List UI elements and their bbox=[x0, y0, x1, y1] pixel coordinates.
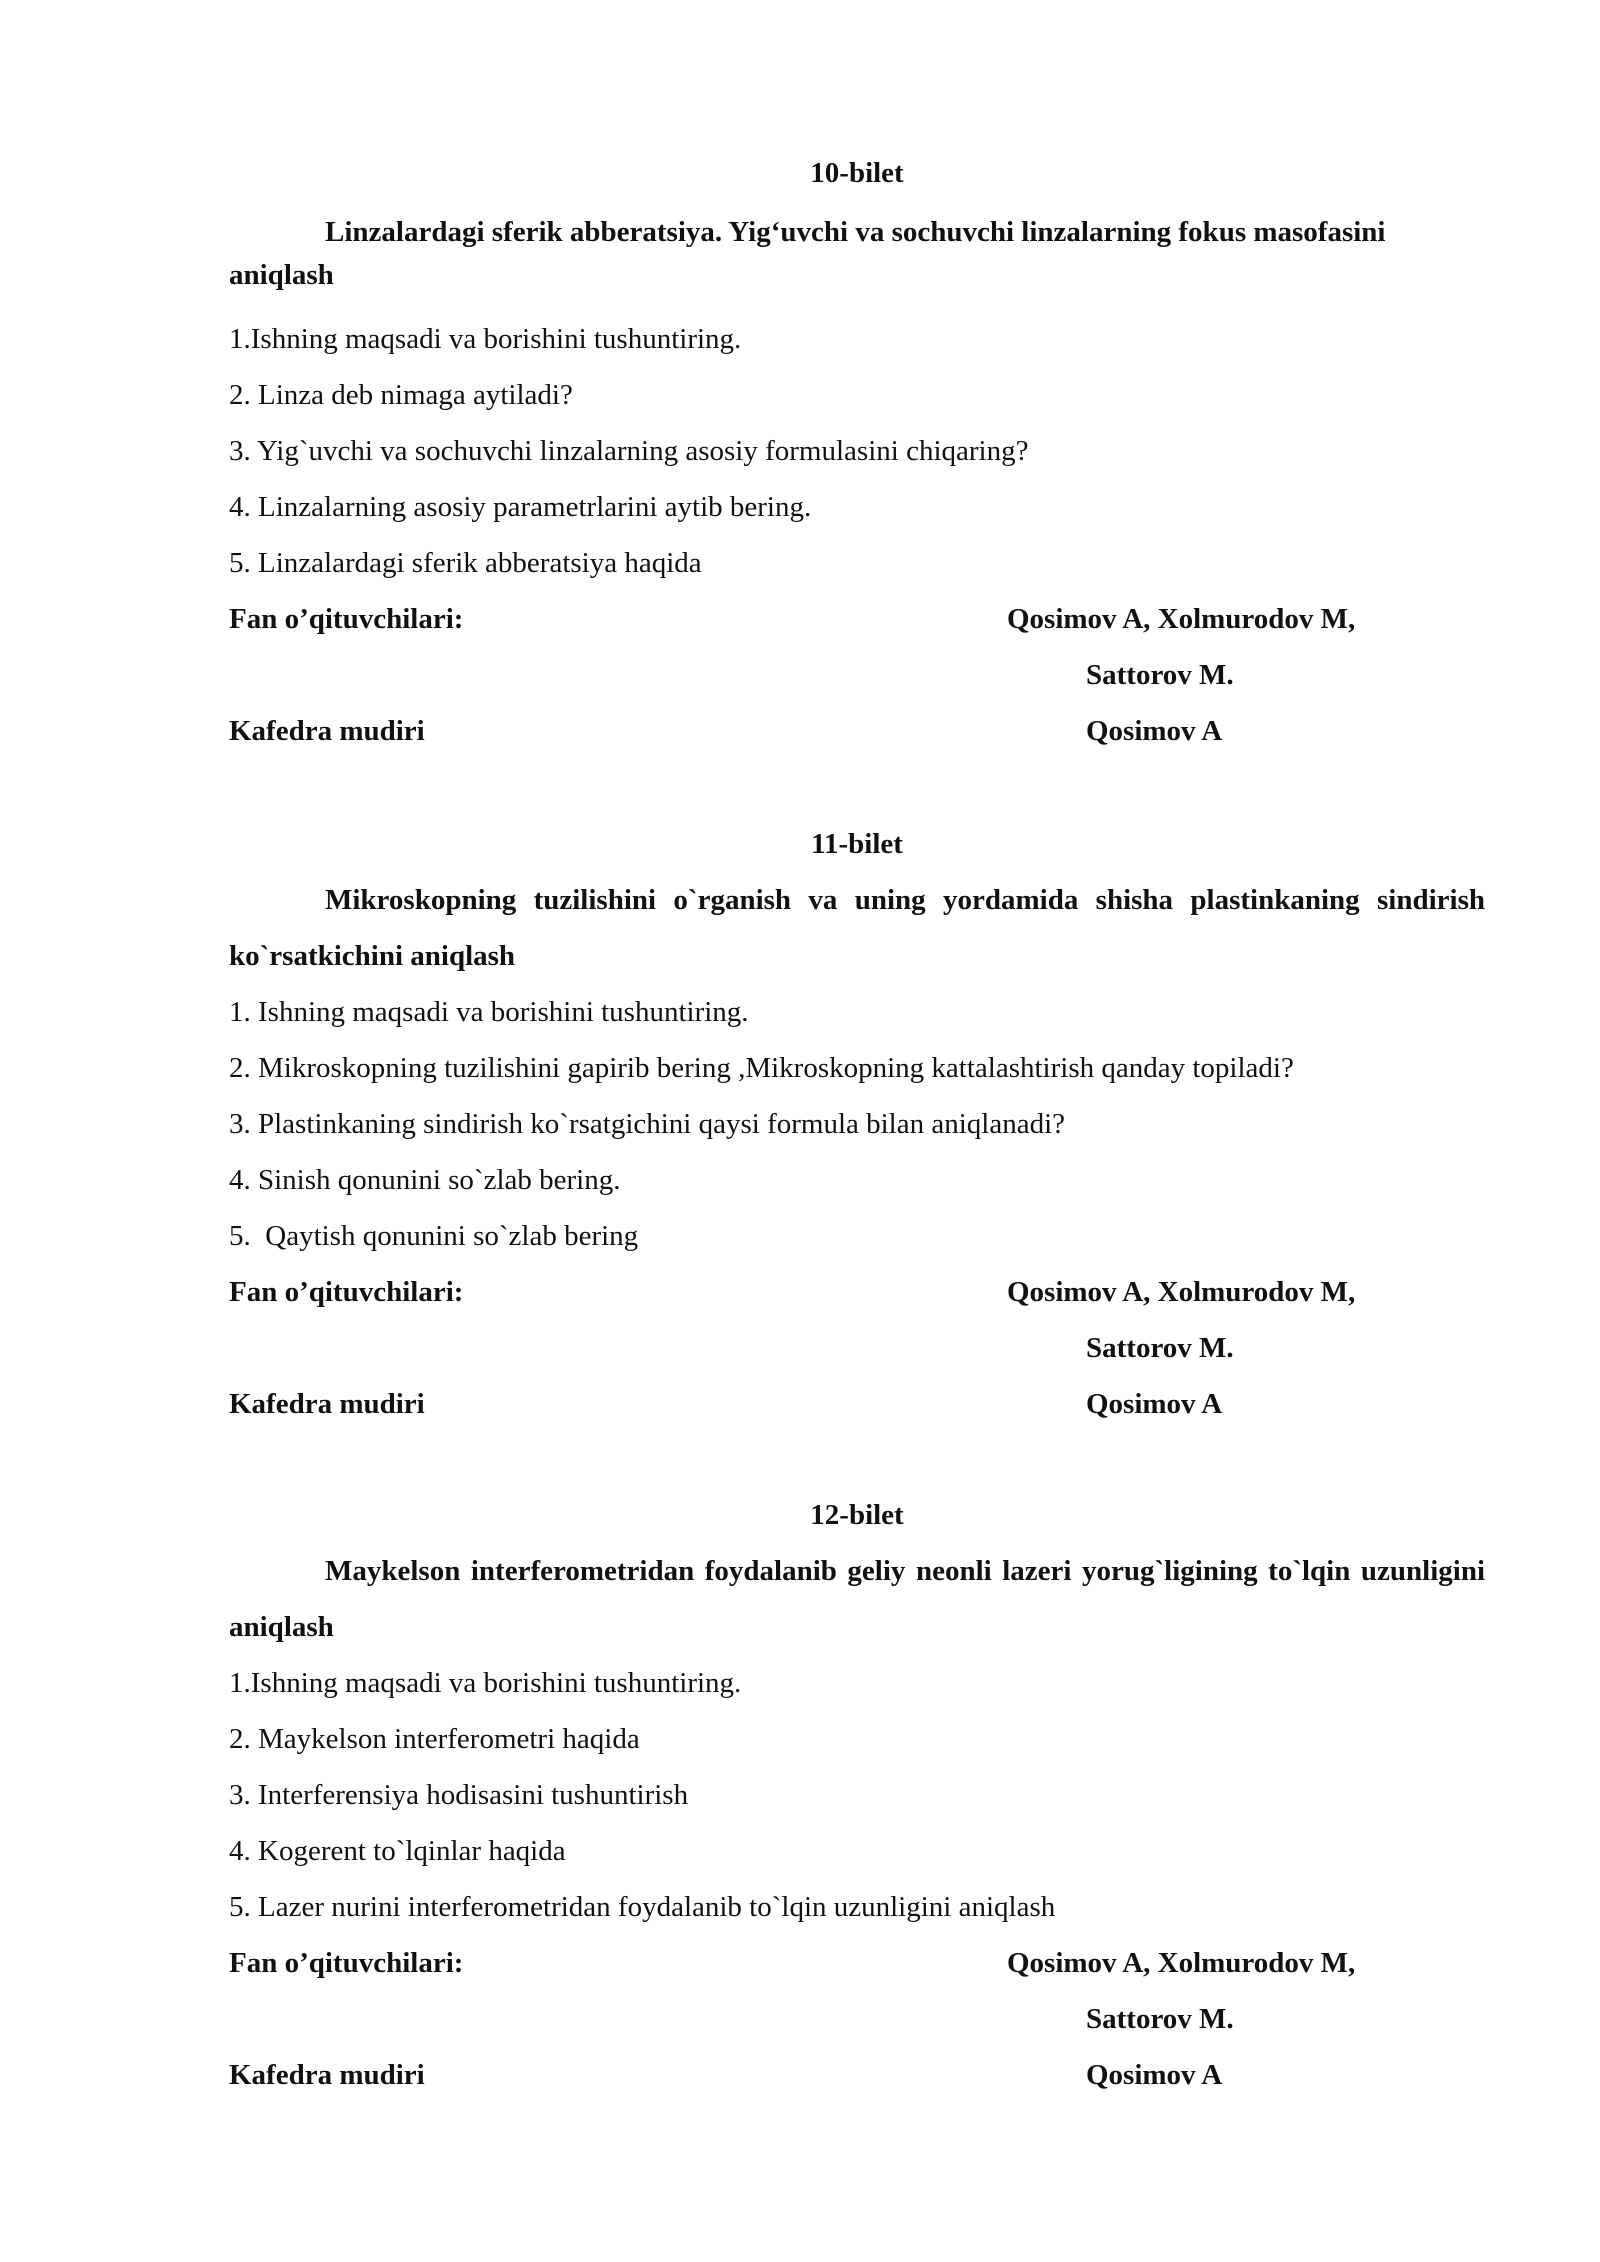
teachers-names-continued: Sattorov M. bbox=[1086, 659, 1234, 691]
question-item: 3. Plastinkaning sindirish ko`rsatgichini qaysi formula bilan aniqlanadi? bbox=[229, 1108, 1066, 1140]
teachers-label: Fan o’qituvchilari: bbox=[229, 1947, 464, 1979]
ticket-10 bbox=[229, 145, 1485, 759]
question-item: 2. Linza deb nimaga aytiladi? bbox=[229, 379, 573, 411]
head-label: Kafedra mudiri bbox=[229, 1388, 425, 1420]
teachers-label: Fan o’qituvchilari: bbox=[229, 1276, 464, 1308]
teachers-row bbox=[229, 591, 1485, 647]
ticket-title: 10-bilet bbox=[810, 157, 904, 189]
teachers-row bbox=[229, 1935, 1485, 1991]
question-item: 5. Linzalardagi sferik abberatsiya haqida bbox=[229, 547, 702, 579]
teachers-names: Qosimov A, Xolmurodov M, bbox=[1007, 1947, 1356, 1979]
ticket-title: 11-bilet bbox=[811, 828, 903, 860]
head-row bbox=[229, 1376, 1485, 1432]
teachers-row-continued bbox=[229, 1320, 1485, 1376]
question-item: 4. Linzalarning asosiy parametrlarini aytib bering. bbox=[229, 491, 812, 523]
question-item: 4. Kogerent to`lqinlar haqida bbox=[229, 1835, 566, 1867]
teachers-row-continued bbox=[229, 647, 1485, 703]
teachers-names-continued: Sattorov M. bbox=[1086, 2003, 1234, 2035]
question-item: 2. Mikroskopning tuzilishini gapirib bering ,Mikroskopning kattalashtirish qanday topiladi? bbox=[229, 1052, 1294, 1084]
teachers-row bbox=[229, 1264, 1485, 1320]
question-item: 5. Qaytish qonunini so`zlab bering bbox=[229, 1220, 639, 1252]
teachers-label: Fan o’qituvchilari: bbox=[229, 603, 464, 635]
ticket-topic: Linzalardagi sferik abberatsiya. Yig‘uvchi va sochuvchi linzalarning fokus masofasini aniqlash bbox=[229, 216, 1386, 291]
question-item: 5. Lazer nurini interferometridan foydalanib to`lqin uzunligini aniqlash bbox=[229, 1891, 1056, 1923]
ticket-topic: Mikroskopning tuzilishini o`rganish va uning yordamida shisha plastinkaning sindirish ko`rsatkichini aniqlash bbox=[229, 884, 1485, 972]
question-item: 3. Interferensiya hodisasini tushuntirish bbox=[229, 1779, 689, 1811]
question-item: 1.Ishning maqsadi va borishini tushuntiring. bbox=[229, 323, 742, 355]
teachers-names: Qosimov A, Xolmurodov M, bbox=[1007, 1276, 1356, 1308]
head-row bbox=[229, 703, 1485, 759]
question-item: 1.Ishning maqsadi va borishini tushuntiring. bbox=[229, 1667, 742, 1699]
head-name: Qosimov A bbox=[1086, 1388, 1223, 1420]
teachers-names-continued: Sattorov M. bbox=[1086, 1332, 1234, 1364]
teachers-row-continued bbox=[229, 1991, 1485, 2047]
question-item: 4. Sinish qonunini so`zlab bering. bbox=[229, 1164, 621, 1196]
ticket-12 bbox=[229, 1487, 1485, 2103]
head-row bbox=[229, 2047, 1485, 2103]
ticket-title: 12-bilet bbox=[810, 1499, 904, 1531]
ticket-11 bbox=[229, 816, 1485, 1432]
teachers-names: Qosimov A, Xolmurodov M, bbox=[1007, 603, 1356, 635]
head-name: Qosimov A bbox=[1086, 715, 1223, 747]
question-item: 3. Yig`uvchi va sochuvchi linzalarning asosiy formulasini chiqaring? bbox=[229, 435, 1029, 467]
head-label: Kafedra mudiri bbox=[229, 2059, 425, 2091]
head-label: Kafedra mudiri bbox=[229, 715, 425, 747]
head-name: Qosimov A bbox=[1086, 2059, 1223, 2091]
question-item: 2. Maykelson interferometri haqida bbox=[229, 1723, 640, 1755]
question-item: 1. Ishning maqsadi va borishini tushuntiring. bbox=[229, 996, 749, 1028]
ticket-topic: Maykelson interferometridan foydalanib geliy neonli lazeri yorug`ligining to`lqin uzunligini aniqlash bbox=[229, 1555, 1485, 1643]
